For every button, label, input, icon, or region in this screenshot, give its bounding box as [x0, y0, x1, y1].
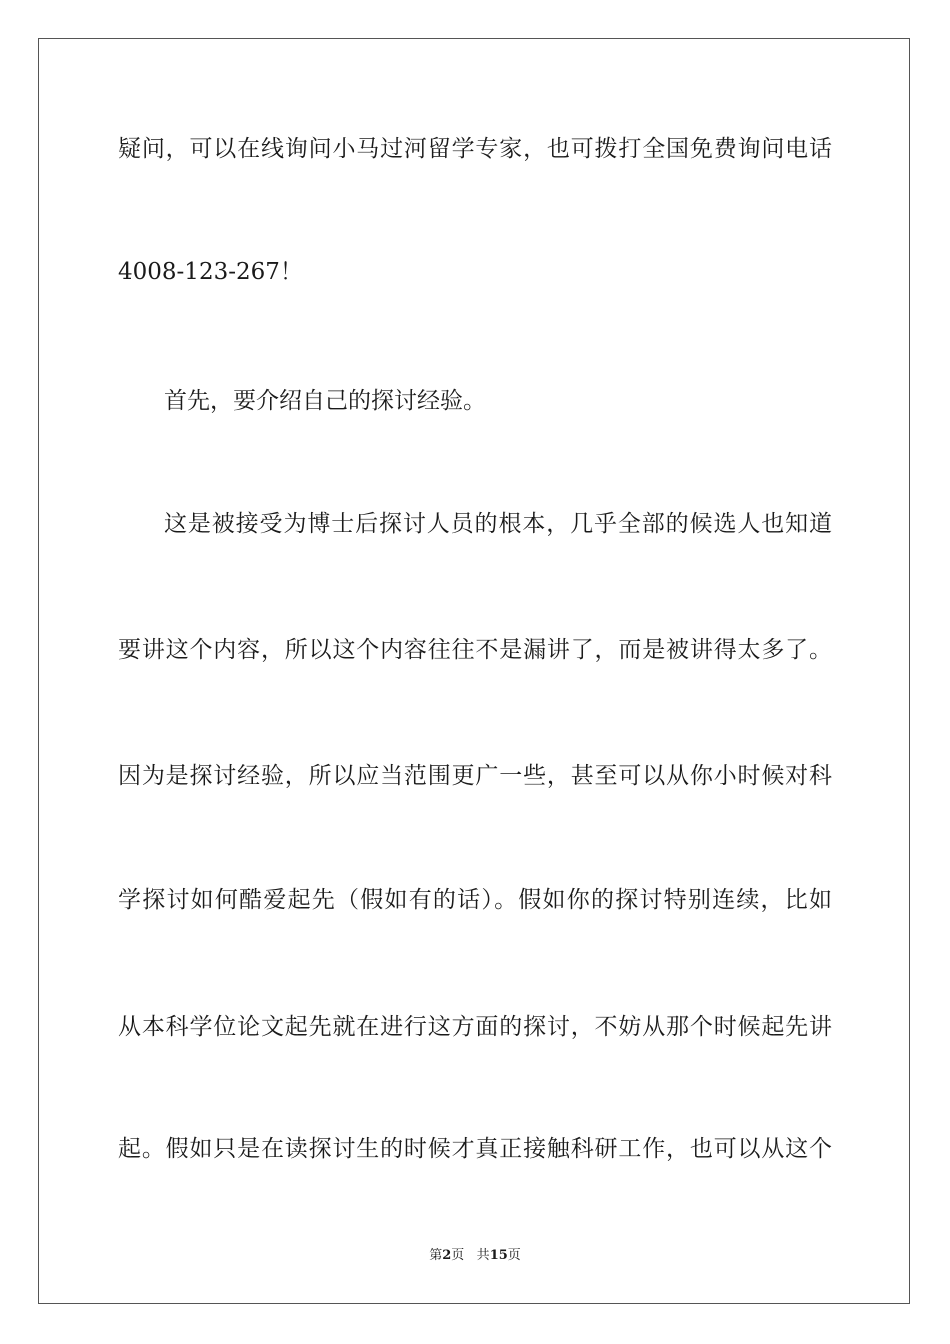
footer-total-suffix: 页 — [507, 1248, 521, 1263]
footer-total-pages: 15 — [489, 1248, 508, 1263]
text-line-7: 学探讨如何酷爱起先（假如有的话）。假如你的探讨特别连续，比如 — [118, 887, 832, 913]
footer-total-prefix: 共 — [476, 1248, 490, 1263]
page-footer — [0, 1247, 950, 1265]
text-line-1: 疑问，可以在线询问小马过河留学专家，也可拨打全国免费询问电话 — [118, 136, 832, 162]
text-line-6: 因为是探讨经验，所以应当范围更广一些，甚至可以从你小时候对科 — [118, 763, 832, 789]
footer-current-page: 2 — [442, 1248, 452, 1263]
footer-page-suffix: 页 — [451, 1248, 465, 1263]
text-line-3: 首先，要介绍自己的探讨经验。 — [164, 388, 486, 414]
page-border — [38, 38, 910, 1304]
text-line-9: 起。假如只是在读探讨生的时候才真正接触科研工作，也可以从这个 — [118, 1136, 832, 1162]
text-line-5: 要讲这个内容，所以这个内容往往不是漏讲了，而是被讲得太多了。 — [118, 637, 832, 663]
footer-prefix: 第 — [429, 1248, 443, 1263]
text-line-2: 4008-123-267！ — [118, 259, 303, 285]
text-line-4: 这是被接受为博士后探讨人员的根本，几乎全部的候选人也知道 — [164, 511, 832, 537]
text-line-8: 从本科学位论文起先就在进行这方面的探讨，不妨从那个时候起先讲 — [118, 1014, 832, 1040]
